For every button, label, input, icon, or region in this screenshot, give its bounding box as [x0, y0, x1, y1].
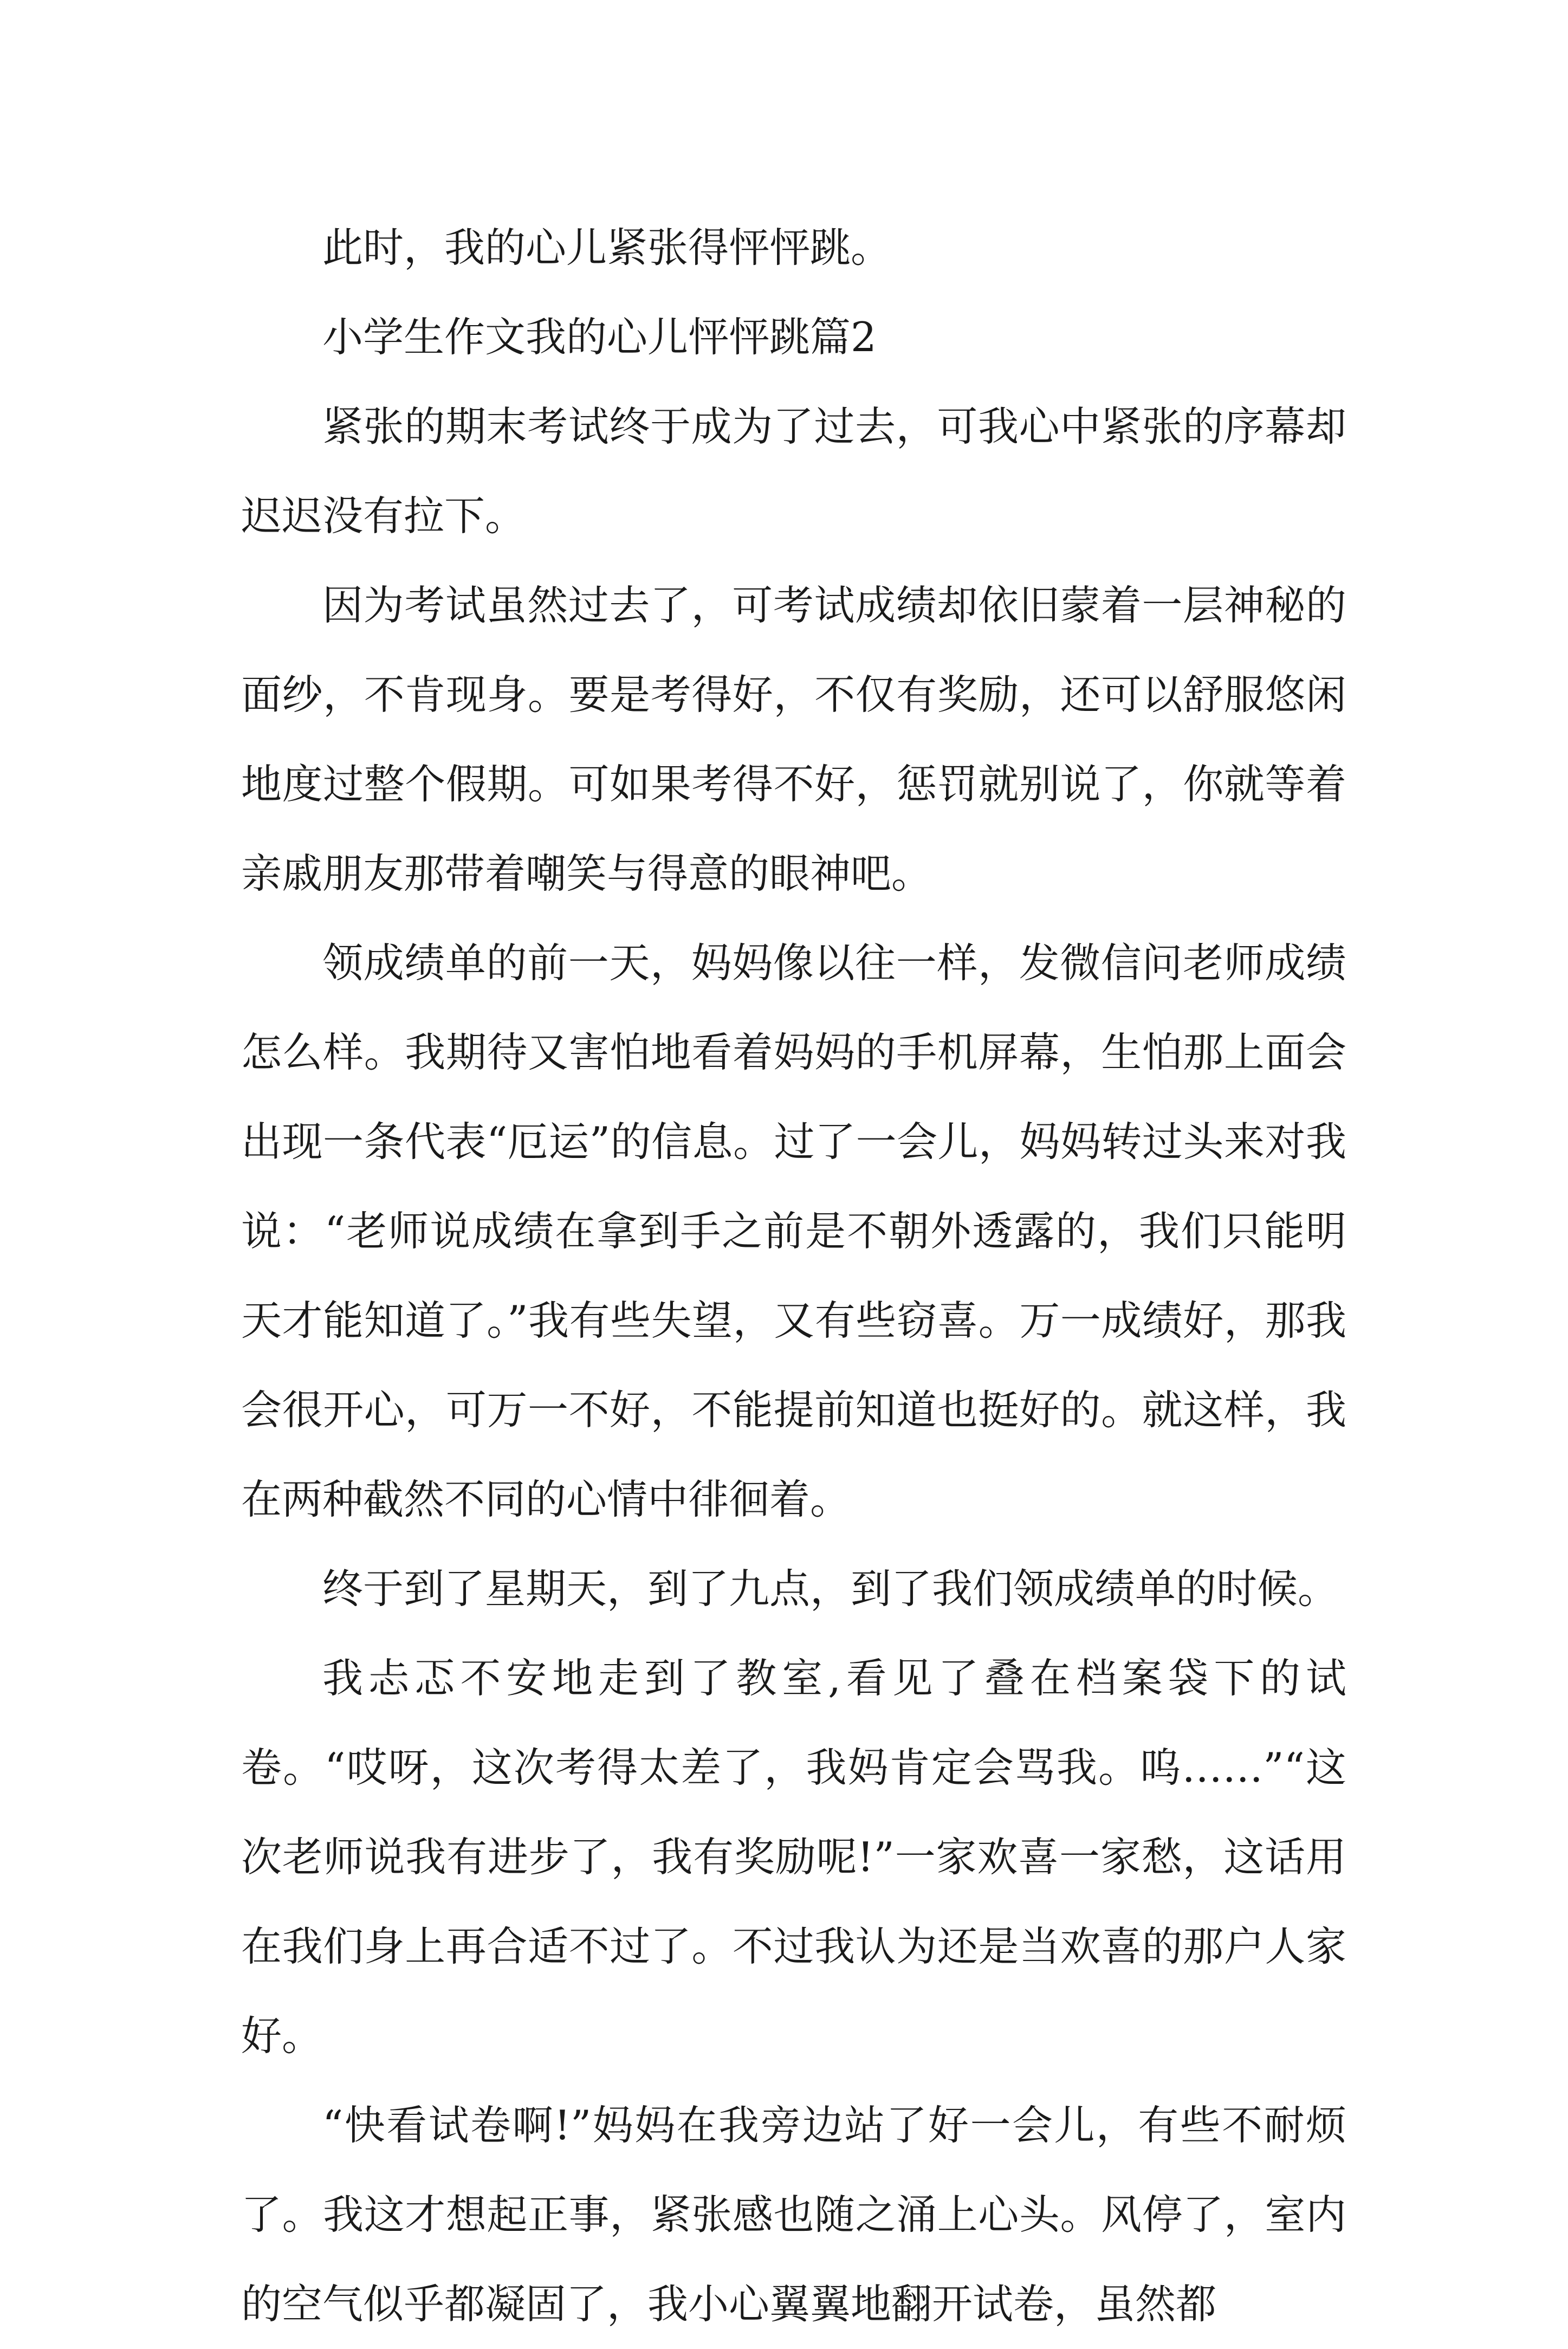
paragraph-1: 此时，我的心儿紧张得怦怦跳。: [322, 224, 892, 271]
paragraph-7: “快看试卷啊!”妈妈在我旁边站了好一会儿，有些不耐烦了。我这才想起正事，紧张感也随之涌上心头。风停了，室内的空气似乎都凝固了，我小心翼翼地翻开试卷，虽然都: [241, 2101, 1346, 2328]
paragraph-6: 我忐忑不安地走到了教室,看见了叠在档案袋下的试卷。“哎呀，这次考得太差了，我妈肯定会骂我。呜……”“这次老师说我有进步了，我有奖励呢!”一家欢喜一家愁，这话用在我们身上再合适不过了。不过我认为还是当欢喜的那户人家好。: [241, 1654, 1346, 2060]
paragraph-4: 领成绩单的前一天，妈妈像以往一样，发微信问老师成绩怎么样。我期待又害怕地看着妈妈的手机屏幕，生怕那上面会出现一条代表“厄运”的信息。过了一会儿，妈妈转过头来对我说：“老师说成绩在拿到手之前是不朝外透露的，我们只能明天才能知道了。”我有些失望，又有些窃喜。万一成绩好，那我会很开心，可万一不好，不能提前知道也挺好的。就这样，我在两种截然不同的心情中徘徊着。: [241, 939, 1346, 1523]
section-heading: 小学生作文我的心儿怦怦跳篇2: [322, 313, 877, 361]
paragraph-5: 终于到了星期天，到了九点，到了我们领成绩单的时候。: [322, 1565, 1339, 1613]
paragraph-2: 紧张的期末考试终于成为了过去，可我心中紧张的序幕却迟迟没有拉下。: [241, 403, 1346, 540]
paragraph-3: 因为考试虽然过去了，可考试成绩却依旧蒙着一层神秘的面纱，不肯现身。要是考得好，不仅有奖励，还可以舒服悠闲地度过整个假期。可如果考得不好，惩罚就别说了，你就等着亲戚朋友那带着嘲笑与得意的眼神吧。: [241, 581, 1346, 897]
article-body: [241, 203, 1346, 2349]
